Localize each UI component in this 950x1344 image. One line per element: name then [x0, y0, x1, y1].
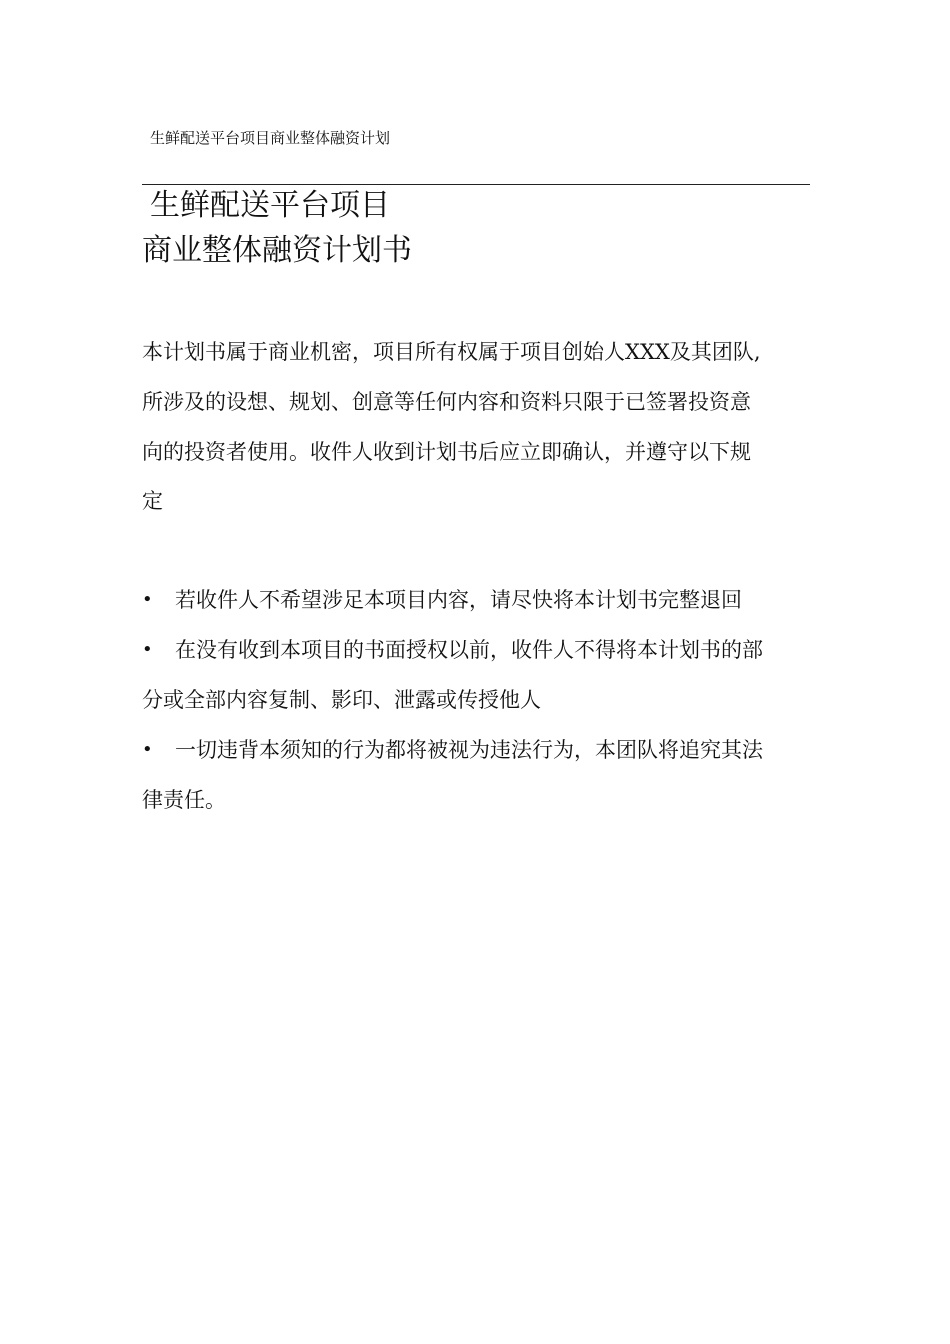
rule-1-text: 若收件人不希望涉足本项目内容，请尽快将本计划书完整退回 — [175, 588, 742, 612]
intro-line-1: 本计划书属于商业机密，项目所有权属于项目创始人XXX及其团队, — [142, 340, 761, 364]
bullet-icon: • — [142, 589, 153, 610]
rule-2-text: 在没有收到本项目的书面授权以前，收件人不得将本计划书的部 — [175, 638, 763, 662]
header-divider — [142, 184, 810, 185]
bullet-icon: • — [142, 739, 153, 760]
rule-3-continuation: 律责任。 — [142, 788, 226, 812]
running-header: 生鲜配送平台项目商业整体融资计划 — [150, 129, 391, 147]
intro-line-2: 所涉及的设想、规划、创意等任何内容和资料只限于已签署投资意 — [142, 390, 751, 414]
document-title-line-1: 生鲜配送平台项目 — [150, 188, 390, 223]
rule-3-text: 一切违背本须知的行为都将被视为违法行为，本团队将追究其法 — [175, 738, 763, 762]
document-title-line-2: 商业整体融资计划书 — [142, 233, 412, 268]
intro-line-4: 定 — [142, 489, 163, 513]
rule-2-continuation: 分或全部内容复制、影印、泄露或传授他人 — [142, 688, 541, 712]
bullet-icon: • — [142, 639, 153, 660]
intro-line-3: 向的投资者使用。收件人收到计划书后应立即确认，并遵守以下规 — [142, 440, 751, 464]
